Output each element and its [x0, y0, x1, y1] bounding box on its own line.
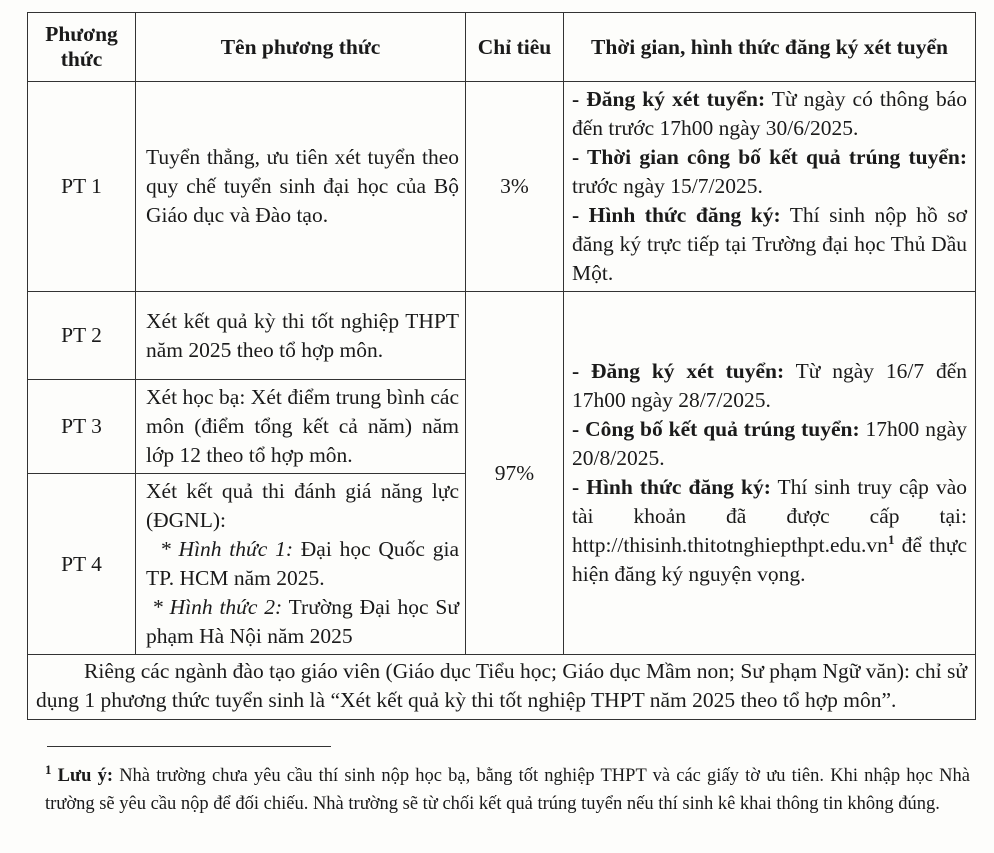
pt2-code: PT 2 — [28, 292, 136, 380]
pt1-reg-label: - Đăng ký xét tuyển: — [572, 87, 766, 111]
pt4-form1-text: Đại học Quốc gia TP. HCM năm 2025. — [146, 537, 460, 590]
note-cell — [28, 655, 976, 720]
pt4-code: PT 4 — [28, 474, 136, 655]
group-form-text: Thí sinh truy cập vào tài khoản đã được cấp tại: http://thisinh.thitotnghiepthpt.edu.vn — [572, 475, 967, 557]
teacher-training-note: Riêng các ngành đào tạo giáo viên (Giáo dục Tiểu học; Giáo dục Mầm non; Sư phạm Ngữ văn): chỉ sử dụng 1 phương thức tuyển sinh là “Xét kết quả kỳ thi tốt nghiệp THPT năm 2025 theo tổ hợp môn”. — [36, 659, 967, 712]
group-registration — [572, 357, 967, 415]
pt4-name-cell — [136, 474, 466, 655]
group-reg-label: - Đăng ký xét tuyển: — [572, 359, 785, 383]
table-header-row — [28, 13, 976, 82]
pt1-time-cell — [564, 82, 976, 292]
footnote-text: Nhà trường chưa yêu cầu thí sinh nộp học bạ, bằng tốt nghiệp THPT và các giấy tờ ưu tiên. Khi nhập học Nhà trường sẽ yêu cầu nộp để đối chiếu. Nhà trường sẽ từ chối kết quả trúng tuyển nếu thí sinh kê khai thông tin không đúng. — [45, 766, 970, 814]
footnote — [45, 762, 970, 818]
group-form — [572, 473, 967, 589]
pt1-code: PT 1 — [28, 82, 136, 292]
header-quota: Chỉ tiêu — [466, 13, 564, 82]
table-row-pt2 — [28, 292, 976, 380]
pt4-form1-label: * Hình thức 1: — [160, 537, 293, 561]
pt1-reg-text: Từ ngày có thông báo đến trước 17h00 ngày 30/6/2025. — [572, 87, 967, 140]
pt1-form — [572, 201, 967, 288]
table-row-pt1 — [28, 82, 976, 292]
pt1-registration — [572, 85, 967, 143]
group-time-cell — [564, 292, 976, 655]
pt1-announce-text: trước ngày 15/7/2025. — [572, 174, 763, 198]
group-announce-label: - Công bố kết quả trúng tuyển: — [572, 417, 860, 441]
group-form-label: - Hình thức đăng ký: — [572, 475, 771, 499]
header-name: Tên phương thức — [136, 13, 466, 82]
group-form-footnote-ref: 1 — [887, 531, 895, 547]
pt1-name: Tuyển thẳng, ưu tiên xét tuyển theo quy chế tuyển sinh đại học của Bộ Giáo dục và Đào tạo. — [136, 82, 466, 292]
pt1-announcement — [572, 143, 967, 201]
pt4-form1 — [146, 535, 459, 593]
group-form-tail: để thực hiện đăng ký nguyện vọng. — [572, 533, 967, 586]
group-reg-text: Từ ngày 16/7 đến 17h00 ngày 28/7/2025. — [572, 359, 967, 412]
pt1-form-text: Thí sinh nộp hồ sơ đăng ký trực tiếp tại Trường đại học Thủ Dầu Một. — [572, 203, 967, 285]
header-time: Thời gian, hình thức đăng ký xét tuyển — [564, 13, 976, 82]
pt1-announce-label: - Thời gian công bố kết quả trúng tuyển: — [572, 145, 967, 169]
pt1-form-label: - Hình thức đăng ký: — [572, 203, 781, 227]
pt1-quota: 3% — [466, 82, 564, 292]
table-row-note — [28, 655, 976, 720]
pt4-form2 — [146, 593, 459, 651]
group-announce-text: 17h00 ngày 20/8/2025. — [572, 417, 967, 470]
pt3-code: PT 3 — [28, 380, 136, 474]
pt4-name-intro: Xét kết quả thi đánh giá năng lực (ĐGNL): — [146, 479, 459, 532]
pt2-name: Xét kết quả kỳ thi tốt nghiệp THPT năm 2025 theo tổ hợp môn. — [136, 292, 466, 380]
pt4-form2-text: Trường Đại học Sư phạm Hà Nội năm 2025 — [146, 595, 459, 648]
admission-methods-table — [27, 12, 976, 720]
group-quota: 97% — [466, 292, 564, 655]
header-method: Phương thức — [28, 13, 136, 82]
pt3-name: Xét học bạ: Xét điểm trung bình các môn (điểm tổng kết cả năm) năm lớp 12 theo tổ hợp môn. — [136, 380, 466, 474]
footnote-number: 1 — [45, 761, 52, 777]
group-announcement — [572, 415, 967, 473]
footnote-label: Lưu ý: — [51, 766, 114, 786]
footnote-separator — [47, 746, 331, 747]
pt4-form2-label: * Hình thức 2: — [152, 595, 283, 619]
